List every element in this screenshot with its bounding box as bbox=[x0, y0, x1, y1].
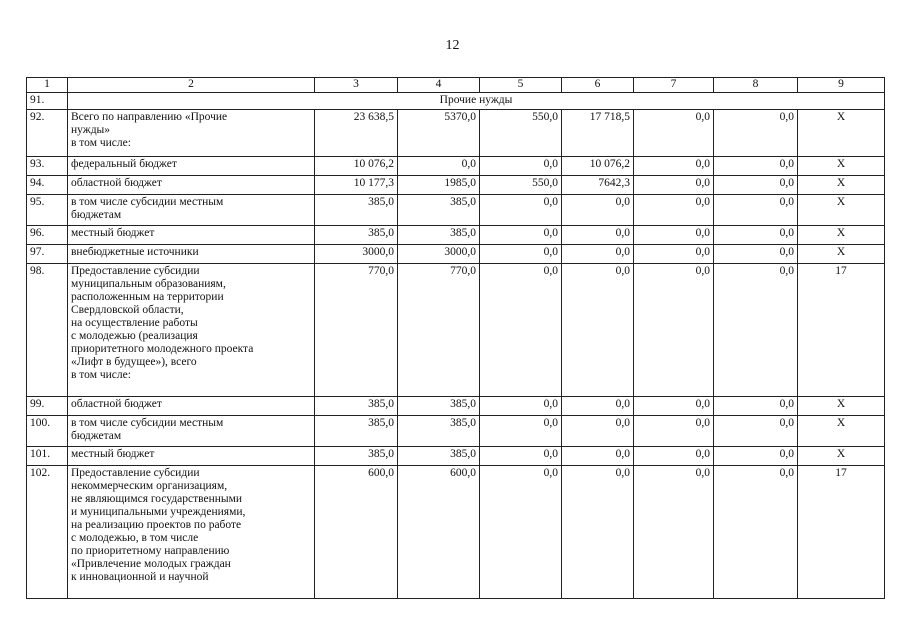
row-description: Всего по направлению «Прочие нужды» в том числе: bbox=[68, 110, 315, 157]
row-number: 97. bbox=[27, 245, 68, 264]
cell-col5: 550,0 bbox=[480, 110, 562, 157]
cell-col3: 385,0 bbox=[315, 416, 398, 447]
cell-col4: 600,0 bbox=[398, 466, 480, 599]
cell-col7: 0,0 bbox=[634, 157, 714, 176]
row-description: областной бюджет bbox=[68, 397, 315, 416]
cell-col4: 385,0 bbox=[398, 397, 480, 416]
cell-col8: 0,0 bbox=[714, 447, 798, 466]
column-header: 7 bbox=[634, 78, 714, 93]
cell-col8: 0,0 bbox=[714, 264, 798, 397]
cell-col9: X bbox=[798, 447, 885, 466]
row-description: Предоставление субсидии муниципальным образованиям, расположенным на территории Свердловской области, на осуществление работы с молодежью (реализация приоритетного молодежного проекта «Лифт в будущее»), всего в том числе: bbox=[68, 264, 315, 397]
cell-col7: 0,0 bbox=[634, 397, 714, 416]
row-description: в том числе субсидии местным бюджетам bbox=[68, 195, 315, 226]
table-row bbox=[27, 447, 885, 466]
column-header-row bbox=[27, 78, 885, 93]
cell-col3: 3000,0 bbox=[315, 245, 398, 264]
cell-col5: 0,0 bbox=[480, 447, 562, 466]
table-row bbox=[27, 416, 885, 447]
cell-col7: 0,0 bbox=[634, 264, 714, 397]
row-number: 93. bbox=[27, 157, 68, 176]
cell-col7: 0,0 bbox=[634, 176, 714, 195]
column-header: 3 bbox=[315, 78, 398, 93]
cell-col8: 0,0 bbox=[714, 176, 798, 195]
cell-col8: 0,0 bbox=[714, 466, 798, 599]
cell-col9: X bbox=[798, 397, 885, 416]
cell-col6: 0,0 bbox=[562, 195, 634, 226]
row-number: 99. bbox=[27, 397, 68, 416]
row-description: в том числе субсидии местным бюджетам bbox=[68, 416, 315, 447]
cell-col6: 0,0 bbox=[562, 447, 634, 466]
column-header: 1 bbox=[27, 78, 68, 93]
row-number: 102. bbox=[27, 466, 68, 599]
table-row bbox=[27, 397, 885, 416]
table-row bbox=[27, 176, 885, 195]
cell-col3: 385,0 bbox=[315, 397, 398, 416]
row-number: 92. bbox=[27, 110, 68, 157]
row-number: 91. bbox=[27, 93, 68, 110]
table-row bbox=[27, 245, 885, 264]
cell-col4: 770,0 bbox=[398, 264, 480, 397]
row-number: 101. bbox=[27, 447, 68, 466]
cell-col4: 385,0 bbox=[398, 195, 480, 226]
cell-col8: 0,0 bbox=[714, 226, 798, 245]
cell-col7: 0,0 bbox=[634, 195, 714, 226]
cell-col3: 10 177,3 bbox=[315, 176, 398, 195]
cell-col8: 0,0 bbox=[714, 245, 798, 264]
cell-col6: 0,0 bbox=[562, 416, 634, 447]
cell-col3: 385,0 bbox=[315, 447, 398, 466]
cell-col9: X bbox=[798, 416, 885, 447]
cell-col9: 17 bbox=[798, 264, 885, 397]
cell-col3: 385,0 bbox=[315, 226, 398, 245]
cell-col5: 0,0 bbox=[480, 245, 562, 264]
cell-col5: 0,0 bbox=[480, 416, 562, 447]
column-header: 8 bbox=[714, 78, 798, 93]
table-body bbox=[27, 78, 885, 599]
budget-table bbox=[26, 77, 885, 599]
column-header: 5 bbox=[480, 78, 562, 93]
cell-col3: 770,0 bbox=[315, 264, 398, 397]
row-description: местный бюджет bbox=[68, 447, 315, 466]
table-row bbox=[27, 157, 885, 176]
page-number: 12 bbox=[445, 38, 460, 53]
cell-col6: 7642,3 bbox=[562, 176, 634, 195]
row-number: 98. bbox=[27, 264, 68, 397]
cell-col9: X bbox=[798, 226, 885, 245]
cell-col5: 0,0 bbox=[480, 157, 562, 176]
cell-col6: 10 076,2 bbox=[562, 157, 634, 176]
cell-col5: 0,0 bbox=[480, 264, 562, 397]
cell-col9: X bbox=[798, 176, 885, 195]
row-description: внебюджетные источники bbox=[68, 245, 315, 264]
cell-col5: 0,0 bbox=[480, 195, 562, 226]
column-header: 9 bbox=[798, 78, 885, 93]
cell-col6: 0,0 bbox=[562, 264, 634, 397]
cell-col6: 0,0 bbox=[562, 245, 634, 264]
cell-col9: X bbox=[798, 110, 885, 157]
row-number: 95. bbox=[27, 195, 68, 226]
cell-col6: 0,0 bbox=[562, 397, 634, 416]
cell-col8: 0,0 bbox=[714, 397, 798, 416]
cell-col4: 385,0 bbox=[398, 416, 480, 447]
cell-col9: X bbox=[798, 157, 885, 176]
row-description: федеральный бюджет bbox=[68, 157, 315, 176]
row-number: 94. bbox=[27, 176, 68, 195]
cell-col8: 0,0 bbox=[714, 416, 798, 447]
cell-col4: 5370,0 bbox=[398, 110, 480, 157]
section-title: Прочие нужды bbox=[68, 93, 885, 110]
cell-col5: 0,0 bbox=[480, 226, 562, 245]
cell-col4: 1985,0 bbox=[398, 176, 480, 195]
cell-col4: 0,0 bbox=[398, 157, 480, 176]
cell-col3: 600,0 bbox=[315, 466, 398, 599]
section-row bbox=[27, 93, 885, 110]
cell-col5: 0,0 bbox=[480, 466, 562, 599]
cell-col5: 550,0 bbox=[480, 176, 562, 195]
cell-col7: 0,0 bbox=[634, 416, 714, 447]
row-description: местный бюджет bbox=[68, 226, 315, 245]
row-number: 96. bbox=[27, 226, 68, 245]
column-header: 6 bbox=[562, 78, 634, 93]
table-row bbox=[27, 110, 885, 157]
table-row bbox=[27, 264, 885, 397]
cell-col9: 17 bbox=[798, 466, 885, 599]
cell-col8: 0,0 bbox=[714, 195, 798, 226]
cell-col6: 0,0 bbox=[562, 226, 634, 245]
cell-col4: 385,0 bbox=[398, 447, 480, 466]
row-description: областной бюджет bbox=[68, 176, 315, 195]
row-number: 100. bbox=[27, 416, 68, 447]
cell-col3: 385,0 bbox=[315, 195, 398, 226]
cell-col7: 0,0 bbox=[634, 226, 714, 245]
table-row bbox=[27, 226, 885, 245]
cell-col4: 3000,0 bbox=[398, 245, 480, 264]
column-header: 2 bbox=[68, 78, 315, 93]
cell-col5: 0,0 bbox=[480, 397, 562, 416]
cell-col4: 385,0 bbox=[398, 226, 480, 245]
cell-col3: 23 638,5 bbox=[315, 110, 398, 157]
row-description: Предоставление субсидии некоммерческим организациям, не являющимся государственными и муниципальными учреждениями, на реализацию проектов по работе с молодежью, в том числе по приоритетному направлению «Привлечение молодых граждан к инновационной и научной bbox=[68, 466, 315, 599]
cell-col3: 10 076,2 bbox=[315, 157, 398, 176]
cell-col7: 0,0 bbox=[634, 245, 714, 264]
cell-col7: 0,0 bbox=[634, 466, 714, 599]
cell-col9: X bbox=[798, 195, 885, 226]
cell-col8: 0,0 bbox=[714, 110, 798, 157]
cell-col6: 17 718,5 bbox=[562, 110, 634, 157]
table-row bbox=[27, 466, 885, 599]
column-header: 4 bbox=[398, 78, 480, 93]
table-row bbox=[27, 195, 885, 226]
cell-col7: 0,0 bbox=[634, 110, 714, 157]
cell-col7: 0,0 bbox=[634, 447, 714, 466]
cell-col6: 0,0 bbox=[562, 466, 634, 599]
cell-col8: 0,0 bbox=[714, 157, 798, 176]
cell-col9: X bbox=[798, 245, 885, 264]
